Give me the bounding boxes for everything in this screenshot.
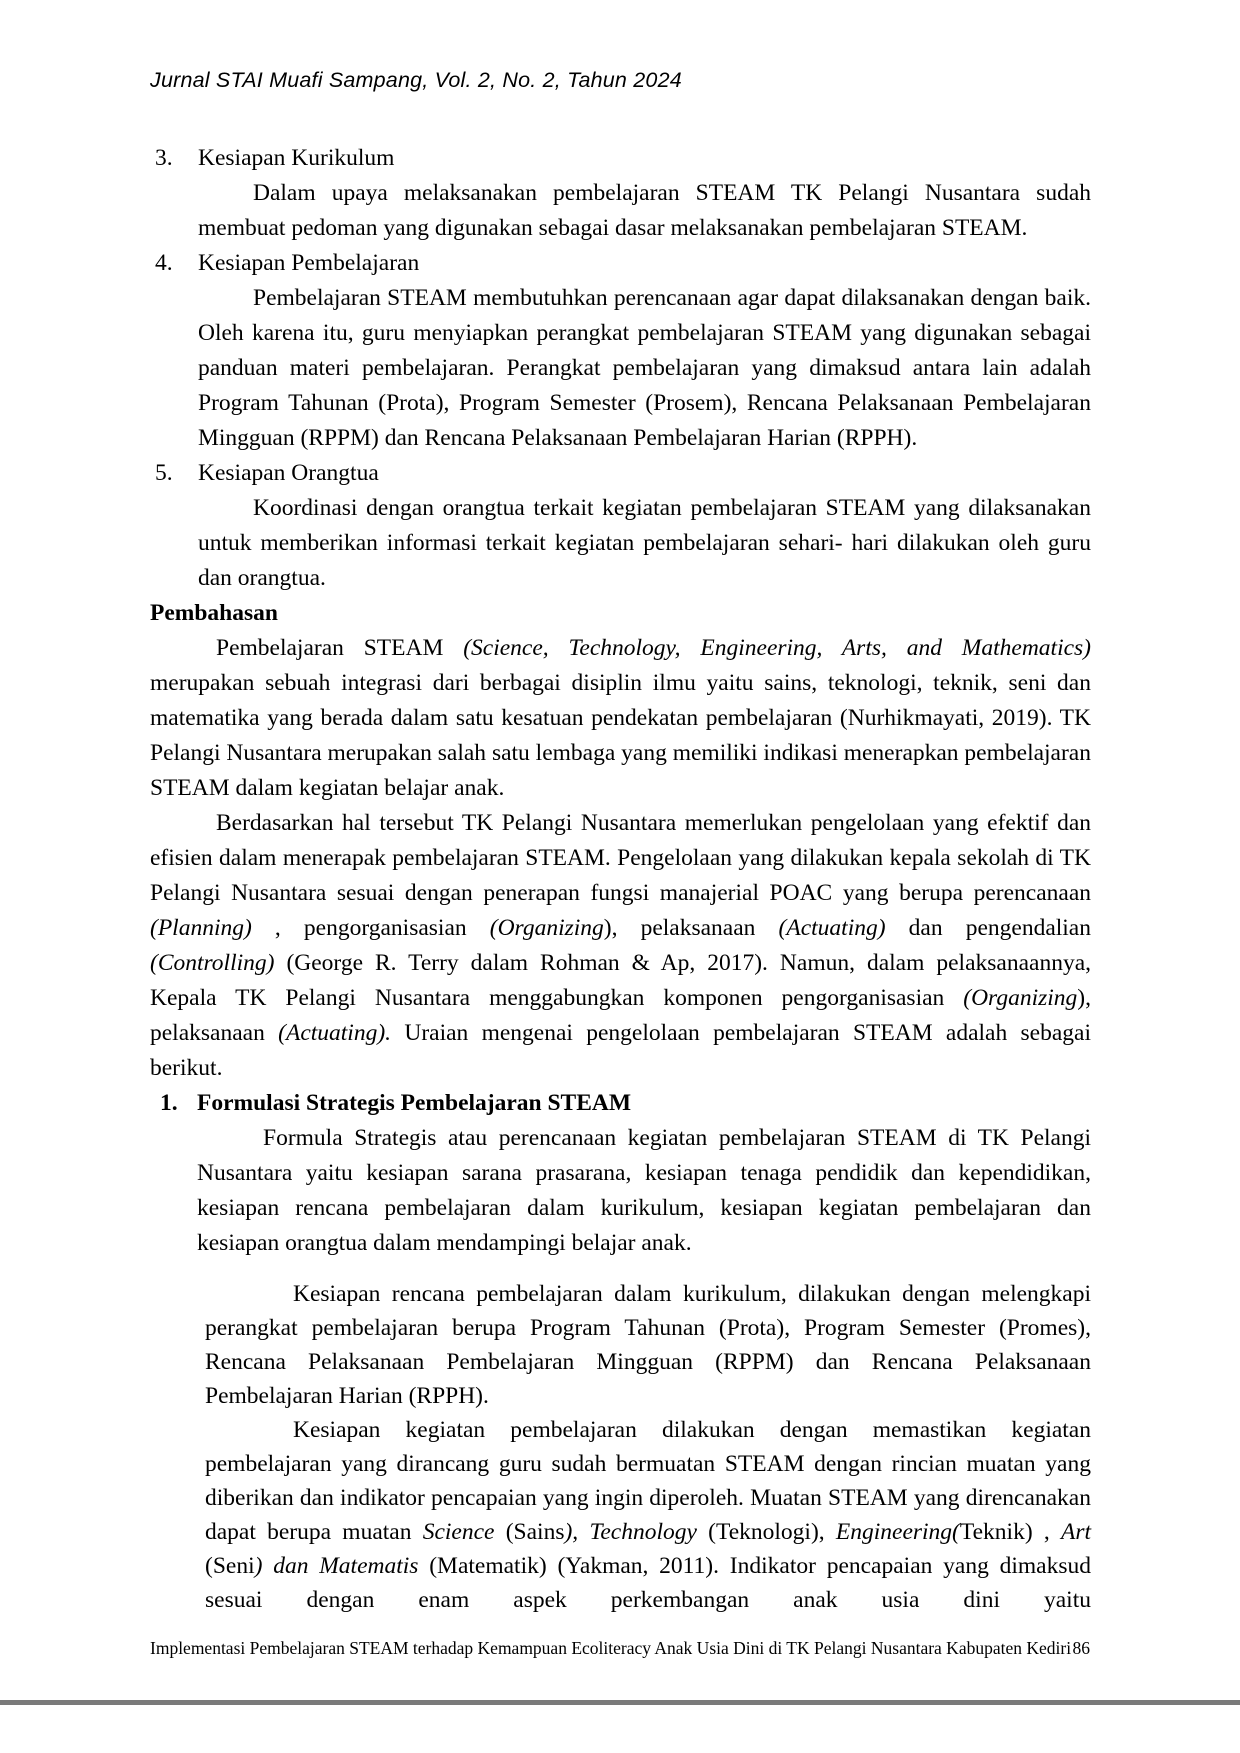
text-run: (George R. Terry dalam Rohman & Ap, 2017). Namun, dalam pelaksanaannya, Kepala TK Pelangi Nusantara menggabungkan komponen pengorganisasian	[150, 950, 1097, 1011]
text-run: Berdasarkan hal tersebut TK Pelangi Nusantara memerlukan pengelolaan yang efektif dan efisien dalam menerapak pembelajaran STEAM. Pengelolaan yang dilakukan kepala sekolah di TK Pelangi Nusantara sesuai dengan penerapan fungsi manajerial POAC yang berupa perencanaan	[150, 810, 1097, 906]
text-run: (Sains	[494, 1519, 565, 1545]
list-number: 3.	[155, 145, 173, 171]
list-item-formulasi-strategis	[150, 1086, 1091, 1121]
text-run: Pembelajaran STEAM	[216, 635, 464, 661]
text-run: Kesiapan rencana pembelajaran dalam kurikulum, dilakukan dengan melengkapi perangkat pembelajaran berupa Program Tahunan (Prota), Program Semester (Promes), Rencana Pelaksanaan Pembelajaran Mingguan (RPPM) dan Rencana Pelaksanaan Pembelajaran Harian (RPPH).	[205, 1281, 1097, 1409]
para-formulasi-2	[205, 1277, 1097, 1413]
italic-run: (Organizing	[489, 915, 604, 941]
text-run: Pembelajaran STEAM membutuhkan perencanaan agar dapat dilaksanakan dengan baik. Oleh karena itu, guru menyiapkan perangkat pembelajaran STEAM yang digunakan sebagai panduan materi pembelajaran. Perangkat pembelajaran yang dimaksud antara lain adalah Program Tahunan (Prota), Program Semester (Prosem), Rencana Pelaksanaan Pembelajaran Mingguan (RPPM) dan Rencana Pelaksanaan Pembelajaran Harian (RPPH).	[198, 285, 1097, 451]
italic-run: (Organizing	[963, 985, 1078, 1011]
italic-run: Technology	[589, 1519, 697, 1545]
italic-run: (Controlling)	[150, 950, 275, 976]
list-item-kesiapan-orangtua	[150, 456, 1091, 491]
italic-run: ),	[564, 1519, 579, 1545]
para-kesiapan-orangtua	[198, 491, 1097, 596]
list-label: Formulasi Strategis Pembelajaran STEAM	[197, 1090, 632, 1116]
text-run: Koordinasi dengan orangtua terkait kegiatan pembelajaran STEAM yang dilaksanakan untuk memberikan informasi terkait kegiatan pembelajaran sehari- hari dilakukan oleh guru dan orangtua.	[198, 495, 1097, 591]
list-number: 1.	[160, 1090, 178, 1116]
text-run: Dalam upaya melaksanakan pembelajaran STEAM TK Pelangi Nusantara sudah membuat pedoman yang digunakan sebagai dasar melaksanakan pembelajaran STEAM.	[198, 180, 1097, 241]
italic-run: (Planning)	[150, 915, 252, 941]
text-run: , pengorganisasian	[251, 915, 490, 941]
page-footer	[150, 1638, 1090, 1659]
text-run: ), pelaksanaan	[603, 915, 779, 941]
heading-pembahasan: Pembahasan	[150, 600, 278, 626]
list-item-kesiapan-pembelajaran	[150, 246, 1091, 281]
list-label: Kesiapan Kurikulum	[198, 145, 395, 171]
text-run: Formula Strategis atau perencanaan kegiatan pembelajaran STEAM di TK Pelangi Nusantara yaitu kesiapan sarana prasarana, kesiapan tenaga pendidik dan kependidikan, kesiapan rencana pembelajaran dalam kurikulum, kesiapan kegiatan pembelajaran dan kesiapan orangtua dalam mendampingi belajar anak.	[197, 1125, 1097, 1256]
italic-run: ) dan Matematis	[254, 1553, 419, 1579]
footer-divider	[0, 1700, 1240, 1705]
document-body	[150, 141, 1103, 1617]
para-kesiapan-kurikulum	[198, 176, 1097, 246]
footer-page-number: 86	[1072, 1638, 1090, 1658]
text-run: Uraian mengenai pengelolaan pembelajaran STEAM adalah sebagai berikut.	[150, 1020, 1103, 1081]
text-run: Teknik) ,	[959, 1519, 1061, 1545]
footer-running-title: Implementasi Pembelajaran STEAM terhadap Kemampuan Ecoliteracy Anak Usia Dini di TK Pelangi Nusantara Kabupaten Kediri	[150, 1638, 1072, 1658]
text-run: dan pengendalian	[885, 915, 1097, 941]
text-run: (Seni	[205, 1519, 1097, 1579]
para-pembahasan-2	[150, 806, 1103, 1086]
text-run: merupakan sebuah integrasi dari berbagai disiplin ilmu yaitu sains, teknologi, teknik, seni dan matematika yang berada dalam satu kesatuan pendekatan pembelajaran (Nurhikmayati, 2019). TK Pelangi Nusantara merupakan salah satu lembaga yang memiliki indikasi menerapkan pembelajaran STEAM dalam kegiatan belajar anak.	[150, 635, 1097, 801]
para-pembahasan-1	[150, 631, 1097, 806]
text-run	[578, 1519, 589, 1545]
italic-run: (Actuating)	[778, 915, 886, 941]
italic-run: (Actuating).	[278, 1020, 392, 1046]
list-label: Kesiapan Orangtua	[198, 460, 379, 486]
text-run: ), pelaksanaan	[150, 985, 1097, 1046]
italic-run: Engineering(	[835, 1519, 960, 1545]
para-formulasi-1	[197, 1121, 1097, 1261]
list-label: Kesiapan Pembelajaran	[198, 250, 420, 276]
para-kesiapan-pembelajaran	[198, 281, 1097, 456]
list-number: 5.	[155, 460, 173, 486]
text-run: (Matematik) (Yakman, 2011). Indikator pencapaian yang dimaksud sesuai dengan enam aspek perkembangan anak usia dini yaitu	[205, 1553, 1097, 1613]
list-number: 4.	[155, 250, 173, 276]
italic-run: (Science, Technology, Engineering, Arts, and Mathematics)	[463, 635, 1092, 661]
italic-run: Science	[422, 1519, 495, 1545]
text-run: (Teknologi),	[696, 1519, 836, 1545]
italic-run: Art	[1061, 1519, 1092, 1545]
text-run: Kesiapan kegiatan pembelajaran dilakukan dengan memastikan kegiatan pembelajaran yang dirancang guru sudah bermuatan STEAM dengan rincian muatan yang diberikan dan indikator pencapaian yang ingin diperoleh. Muatan STEAM yang direncanakan dapat berupa muatan	[205, 1417, 1097, 1545]
para-formulasi-3	[205, 1413, 1097, 1617]
journal-header: Jurnal STAI Muafi Sampang, Vol. 2, No. 2, Tahun 2024	[150, 68, 682, 92]
list-item-kesiapan-kurikulum	[150, 141, 1091, 176]
